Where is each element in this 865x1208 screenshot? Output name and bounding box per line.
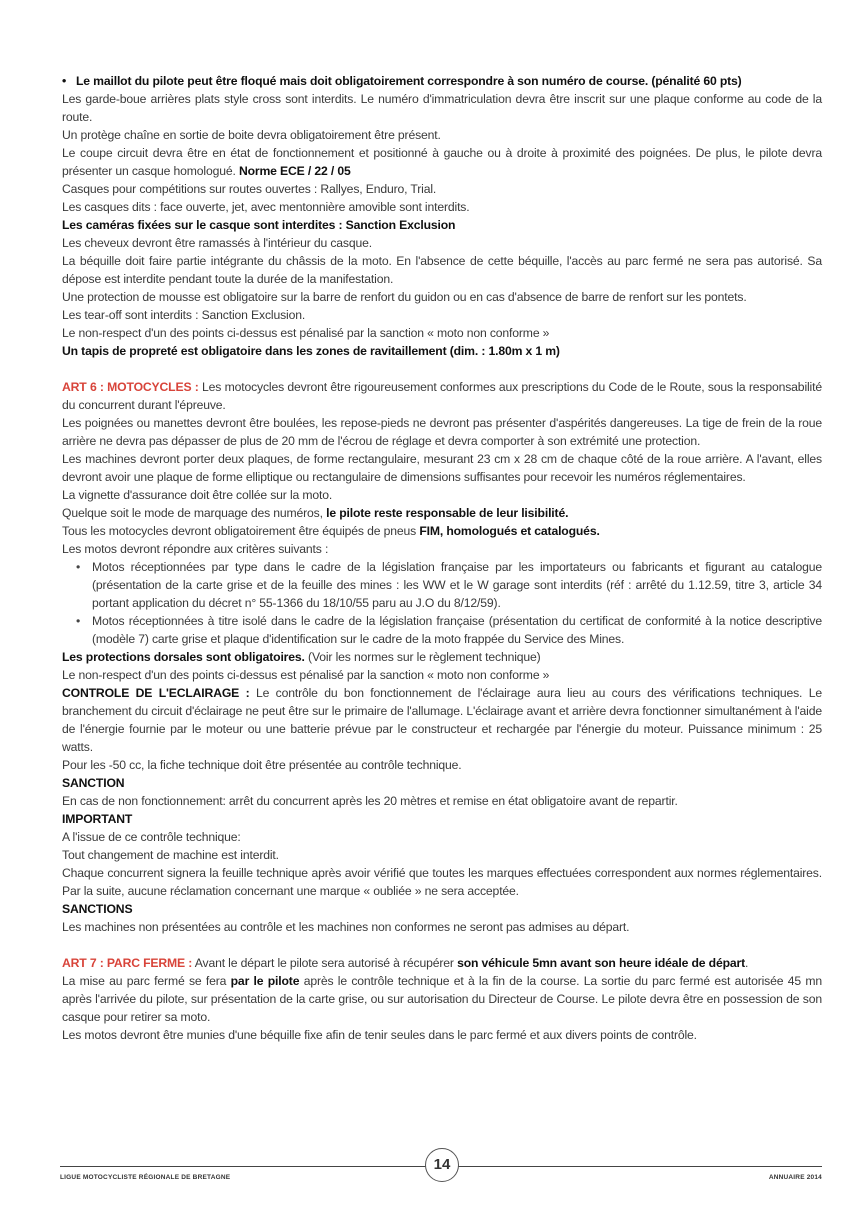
footer-organization: LIGUE MOTOCYCLISTE RÉGIONALE DE BRETAGNE — [60, 1174, 231, 1181]
para-casques-interdits: Les casques dits : face ouverte, jet, avec mentonnière amovible sont interdits. — [62, 200, 470, 214]
para-bequille: La béquille doit faire partie intégrante du châssis de la moto. En l'absence de cette béquille, l'accès au parc fermé ne sera pas autorisé. Sa dépose est interdite pendant toute la durée de la manifestation. — [62, 254, 822, 286]
bullet-maillot: • Le maillot du pilote peut être floqué mais doit obligatoirement correspondre à son numéro de course. (pénalité 60 pts) — [62, 72, 822, 90]
para-non-respect-1: Le non-respect d'un des points ci-dessus est pénalisé par la sanction « moto non conforme » — [62, 326, 550, 340]
art6-criteres: Les motos devront répondre aux critères suivants : — [62, 542, 329, 556]
art6-non-respect: Le non-respect d'un des points ci-dessus est pénalisé par la sanction « moto non conforme » — [62, 668, 550, 682]
norme-ece: Norme ECE / 22 / 05 — [238, 164, 351, 178]
art7-heading: ART 7 : PARC FERME : — [62, 956, 193, 970]
para-coupe-circuit: Le coupe circuit devra être en état de fonctionnement et positionné à gauche ou à droite à proximité des poignées. De plus, le pilote devra présenter un casque homologué. Norme ECE / 22 / 05 — [62, 146, 822, 178]
art6-vignette: La vignette d'assurance doit être collée sur la moto. — [62, 488, 333, 502]
art6-protections: Les protections dorsales sont obligatoires. (Voir les normes sur le règlement technique) — [62, 650, 541, 664]
document-body — [62, 72, 822, 1044]
para-tapis: Un tapis de propreté est obligatoire dans les zones de ravitaillement (dim. : 1.80m x 1 m) — [62, 344, 560, 358]
art6-changement: Tout changement de machine est interdit. — [62, 848, 279, 862]
para-cheveux: Les cheveux devront être ramassés à l'intérieur du casque. — [62, 236, 372, 250]
art7-mise-parc: La mise au parc fermé se fera par le pilote après le contrôle technique et à la fin de la course. La sortie du parc fermé est autorisée 45 mn après l'arrivée du pilote, sur présentation de la carte grise, ou sur autorisation du Directeur de Course. Le pilote devra être en possession de son casque pour retirer sa moto. — [62, 974, 822, 1024]
para-tear-off: Les tear-off sont interdits : Sanction Exclusion. — [62, 308, 306, 322]
art7-bequille: Les motos devront être munies d'une béquille fixe afin de tenir seules dans le parc fermé et aux divers points de contrôle. — [62, 1028, 697, 1042]
heading-sanction: SANCTION — [62, 776, 125, 790]
art6-issue: A l'issue de ce contrôle technique: — [62, 830, 241, 844]
para-cameras: Les caméras fixées sur le casque sont interdites : Sanction Exclusion — [62, 218, 456, 232]
art6-eclairage: CONTROLE DE L'ECLAIRAGE : Le contrôle du bon fonctionnement de l'éclairage aura lieu au cours des vérifications techniques. Le branchement du circuit d'éclairage ne peut être sur le primaire de l'allumage. L'éclairage avant et arrière devra fonctionner simultanément à l'aide de l'énergie fournie par le moteur ou une batterie prévue par le constructeur et rechargée par l'énergie du moteur. Puissance minimum : 25 watts. — [62, 686, 822, 754]
para-casques-competition: Casques pour compétitions sur routes ouvertes : Rallyes, Enduro, Trial. — [62, 182, 437, 196]
art6-poignees: Les poignées ou manettes devront être boulées, les repose-pieds ne devront pas présenter d'aspérités dangereuses. La tige de frein de la roue arrière ne devra pas dépasser de plus de 20 mm de l'écrou de réglage et devra comporter à son extrémité une protection. — [62, 416, 822, 448]
art6-marquage: Quelque soit le mode de marquage des numéros, le pilote reste responsable de leur lisibilité. — [62, 506, 569, 520]
page-number: 14 — [425, 1148, 459, 1182]
art6-plaques: Les machines devront porter deux plaques, de forme rectangulaire, mesurant 23 cm x 28 cm de chaque côté de la roue arrière. A l'avant, elles devront avoir une plaque de forme elliptique ou rectangulaire de dimensions suffisantes pour recevoir les numéros réglementaires. — [62, 452, 822, 484]
art6-moins-50cc: Pour les -50 cc, la fiche technique doit être présentée au contrôle technique. — [62, 758, 462, 772]
art6-feuille: Chaque concurrent signera la feuille technique après avoir vérifié que toutes les marques effectuées correspondent aux normes réglementaires. Par la suite, aucune réclamation concernant une marque « oubliée » ne sera acceptée. — [62, 866, 822, 898]
heading-important: IMPORTANT — [62, 812, 133, 826]
art6-non-admises: Les machines non présentées au contrôle et les machines non conformes ne seront pas admises au départ. — [62, 920, 630, 934]
page-footer — [60, 1148, 822, 1188]
art6-pneus: Tous les motocycles devront obligatoirement être équipés de pneus FIM, homologués et catalogués. — [62, 524, 600, 538]
art6-criteres-list — [62, 558, 822, 648]
para-mousse: Une protection de mousse est obligatoire sur la barre de renfort du guidon ou en cas d'absence de barre de renfort sur les pontets. — [62, 290, 747, 304]
list-item: • Motos réceptionnées à titre isolé dans le cadre de la législation française (présentation du certificat de conformité à la notice descriptive (modèle 7) carte grise et plaque d'identification sur le cadre de la moto frappée du Service des Mines. — [92, 612, 822, 648]
art6-intro: ART 6 : MOTOCYCLES : Les motocycles devront être rigoureusement conformes aux prescriptions du Code de le Route, sous la responsabilité du concurrent durant l'épreuve. — [62, 380, 822, 412]
heading-sanctions: SANCTIONS — [62, 902, 133, 916]
para-protege-chaine: Un protège chaîne en sortie de boite devra obligatoirement être présent. — [62, 128, 441, 142]
list-item: • Motos réceptionnées par type dans le cadre de la législation française par les importateurs ou fabricants et figurant au catalogue (présentation de la carte grise et de la feuille des mines : les WW et le W garage sont interdits (réf : arrêté du 1.12.59, titre 3, article 34 portant application du décret n° 55-1366 du 18/10/55 paru au J.O du 8/12/59). — [92, 558, 822, 612]
footer-annuaire: ANNUAIRE 2014 — [768, 1174, 822, 1181]
art7-intro: ART 7 : PARC FERME : Avant le départ le pilote sera autorisé à récupérer son véhicule 5mn avant son heure idéale de départ. — [62, 956, 749, 970]
art6-heading: ART 6 : MOTOCYCLES : — [62, 380, 199, 394]
para-garde-boue: Les garde-boue arrières plats style cross sont interdits. Le numéro d'immatriculation devra être inscrit sur une plaque conforme au code de la route. — [62, 92, 822, 124]
art6-arret: En cas de non fonctionnement: arrêt du concurrent après les 20 mètres et remise en état obligatoire avant de repartir. — [62, 794, 678, 808]
